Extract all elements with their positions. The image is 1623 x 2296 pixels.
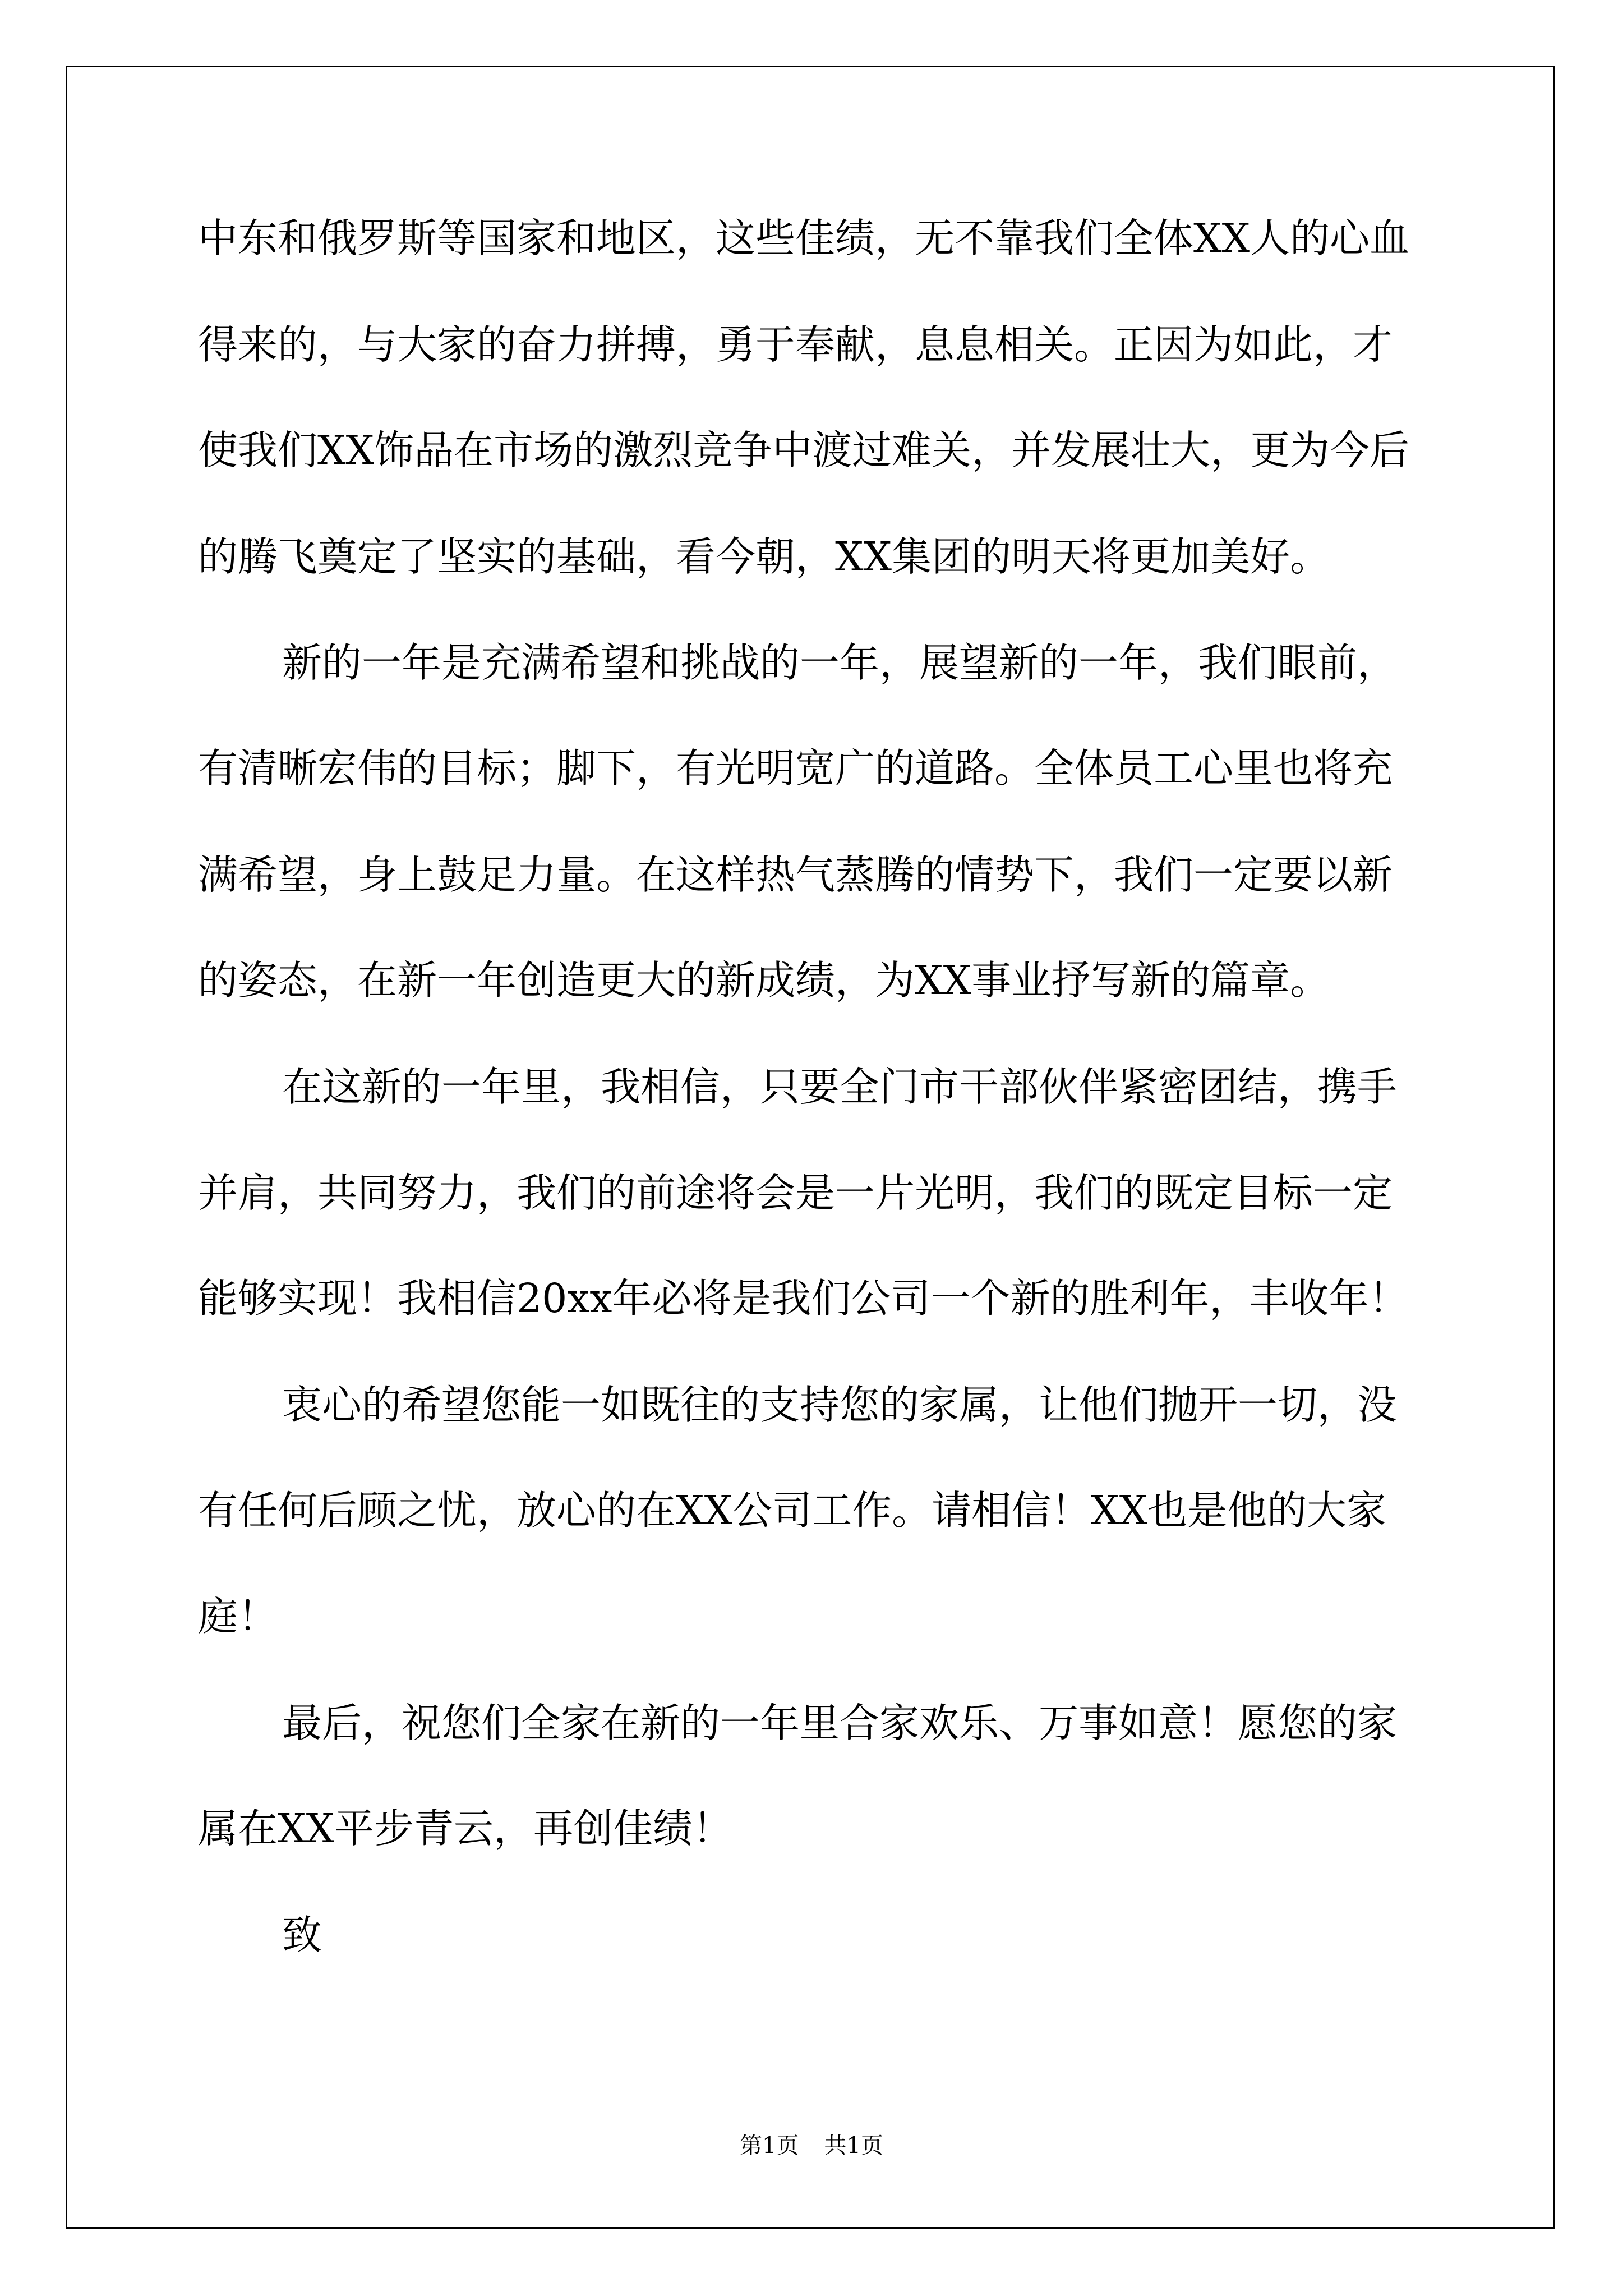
page-border [66, 66, 1555, 2229]
text-line: 使我们XX饰品在市场的激烈竞争中渡过难关，并发展壮大，更为今后 [198, 427, 1410, 473]
text-line: 有清晰宏伟的目标；脚下，有光明宽广的道路。全体员工心里也将充 [198, 745, 1393, 792]
paragraph-start-line: 在这新的一年里，我相信，只要全门市干部伙伴紧密团结，携手 [282, 1064, 1398, 1110]
text-line: 属在XX平步青云，再创佳绩！ [198, 1805, 733, 1852]
paragraph-start-line: 最后，祝您们全家在新的一年里合家欢乐、万事如意！愿您的家 [282, 1700, 1398, 1746]
text-line: 有任何后顾之忧，放心的在XX公司工作。请相信！XX也是他的大家 [198, 1487, 1387, 1534]
page-footer [0, 2132, 1623, 2160]
text-line: 的姿态，在新一年创造更大的新成绩，为XX事业抒写新的篇章。 [198, 957, 1330, 1004]
text-line: 的腾飞奠定了坚实的基础，看今朝，XX集团的明天将更加美好。 [198, 533, 1330, 580]
paragraph-start-line: 衷心的希望您能一如既往的支持您的家属，让他们抛开一切，没 [282, 1382, 1398, 1428]
text-line: 庭！ [198, 1593, 278, 1640]
page-number: 第1页 [740, 2133, 799, 2159]
closing-line: 致 [282, 1912, 322, 1958]
paragraph-start-line: 新的一年是充满希望和挑战的一年，展望新的一年，我们眼前， [282, 639, 1398, 686]
text-line: 中东和俄罗斯等国家和地区，这些佳绩，无不靠我们全体XX人的心血 [198, 215, 1410, 261]
text-line: 满希望，身上鼓足力量。在这样热气蒸腾的情势下，我们一定要以新 [198, 852, 1393, 898]
text-line: 能够实现！我相信20xx年必将是我们公司一个新的胜利年，丰收年！ [198, 1275, 1409, 1322]
text-line: 得来的，与大家的奋力拼搏，勇于奉献，息息相关。正因为如此，才 [198, 321, 1393, 368]
page-total: 共1页 [824, 2133, 883, 2159]
text-line: 并肩，共同努力，我们的前途将会是一片光明，我们的既定目标一定 [198, 1170, 1393, 1216]
